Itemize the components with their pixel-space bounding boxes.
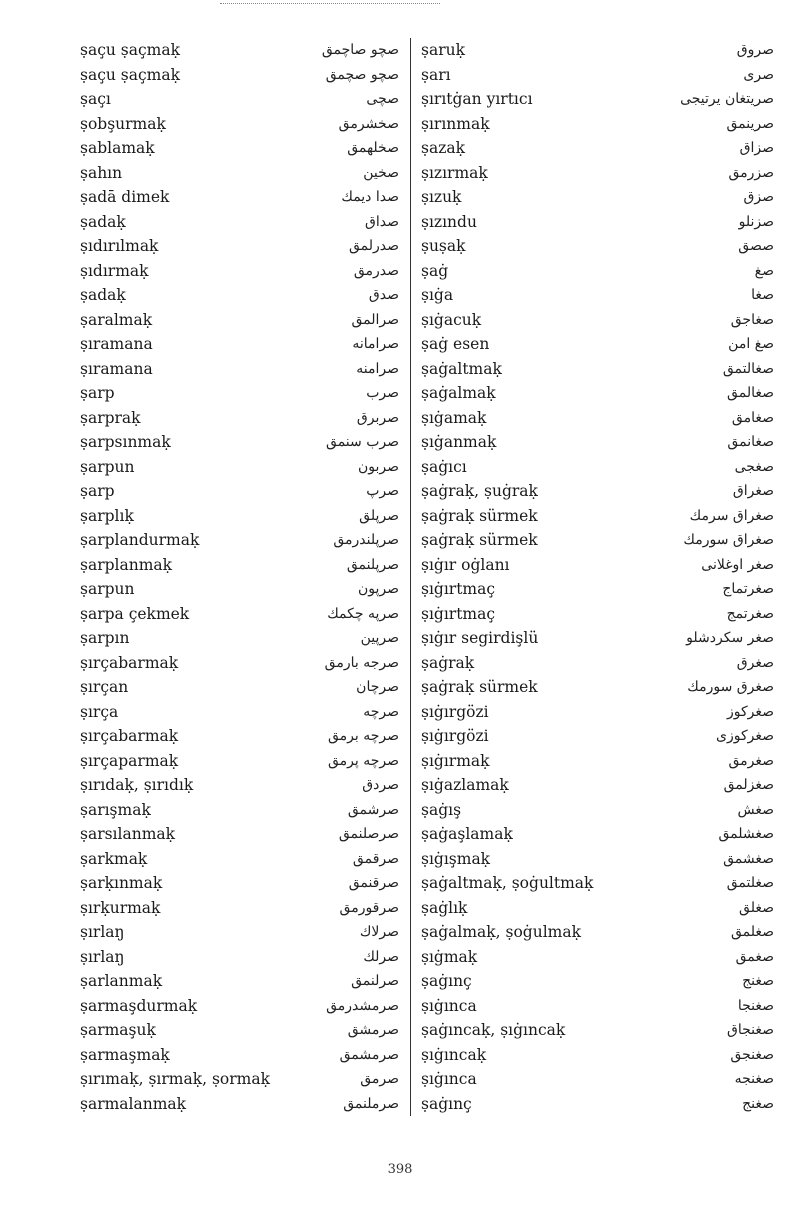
latin-headword: ṣarplandurmaḳ <box>80 531 200 549</box>
latin-headword: ṣablamaḳ <box>80 139 155 157</box>
dictionary-entry <box>80 455 405 480</box>
arabic-script-form: صغرمق <box>728 752 774 769</box>
latin-headword: ṣarp <box>80 482 115 500</box>
top-edge-rule <box>220 3 440 4</box>
arabic-script-form: صرشمق <box>347 801 399 818</box>
arabic-script-form: صرامانه <box>352 336 399 352</box>
latin-headword: ṣarpın <box>80 629 130 647</box>
latin-headword: ṣuṣaḳ <box>421 237 466 255</box>
dictionary-entry <box>80 161 405 186</box>
dictionary-entry <box>80 553 405 578</box>
dictionary-entry <box>421 528 780 553</box>
left-column <box>80 38 405 1116</box>
dictionary-entry <box>421 63 780 88</box>
latin-headword: ṣaġ esen <box>421 335 490 353</box>
latin-headword: ṣarkmaḳ <box>80 849 148 868</box>
latin-headword: ṣırıtġan yırtıcı <box>421 90 533 108</box>
arabic-script-form: صخشرمق <box>338 115 399 132</box>
latin-headword: ṣırḳurmaḳ <box>80 898 161 917</box>
arabic-script-form: صرامنه <box>356 360 399 377</box>
dictionary-entry <box>421 871 780 896</box>
dictionary-entry <box>421 406 780 431</box>
latin-headword: ṣarpsınmaḳ <box>80 433 171 451</box>
dictionary-entry <box>421 749 780 774</box>
arabic-script-form: صغرتمج <box>726 605 774 622</box>
arabic-script-form: صرپين <box>360 630 399 646</box>
arabic-script-form: صدرلمق <box>348 238 399 254</box>
latin-headword: ṣarpun <box>80 457 135 476</box>
dictionary-entry <box>80 283 405 308</box>
latin-headword: ṣıġınca <box>421 1070 477 1088</box>
dictionary-entry <box>80 602 405 627</box>
dictionary-entry <box>80 185 405 210</box>
latin-headword: ṣıġmaḳ <box>421 947 478 966</box>
latin-headword: ṣaġaşlamaḳ <box>421 825 513 843</box>
latin-headword: ṣaçu ṣaçmaḳ <box>80 65 180 84</box>
latin-headword: ṣıġırtmaç <box>421 604 496 623</box>
latin-headword: ṣıġırmaḳ <box>421 751 490 770</box>
dictionary-entry <box>421 455 780 480</box>
dictionary-entry <box>80 847 405 872</box>
latin-headword: ṣıġırgözi <box>421 727 489 745</box>
arabic-script-form: صغشمق <box>723 850 774 867</box>
dictionary-entry <box>80 577 405 602</box>
dictionary-entry <box>421 1018 780 1043</box>
arabic-script-form: صدا ديمك <box>341 189 399 205</box>
latin-headword: ṣaġış <box>421 800 462 819</box>
arabic-script-form: صرى <box>743 66 774 83</box>
latin-headword: ṣarp <box>80 384 115 402</box>
dictionary-entry <box>80 871 405 896</box>
dictionary-entry <box>80 210 405 235</box>
arabic-script-form: صدرمق <box>353 262 399 279</box>
latin-headword: ṣarışmaḳ <box>80 800 151 819</box>
dictionary-entry <box>421 602 780 627</box>
latin-headword: ṣadaḳ <box>80 212 126 231</box>
dictionary-entry <box>421 945 780 970</box>
arabic-script-form: صغمق <box>735 948 774 965</box>
latin-headword: ṣarmaşmaḳ <box>80 1045 170 1064</box>
dictionary-entry <box>421 896 780 921</box>
arabic-script-form: صرلك <box>363 948 399 965</box>
arabic-script-form: صرپون <box>357 581 399 597</box>
latin-headword: ṣaġaltmaḳ <box>421 359 502 378</box>
arabic-script-form: صغنج <box>742 973 774 989</box>
dictionary-entry <box>80 112 405 137</box>
dictionary-entry <box>421 357 780 382</box>
dictionary-entry <box>421 773 780 798</box>
arabic-script-form: صغلق <box>739 899 774 916</box>
dictionary-entry <box>80 896 405 921</box>
arabic-script-form: صرلاك <box>359 924 399 940</box>
arabic-script-form: صغش <box>737 801 774 818</box>
arabic-script-form: صغرق <box>736 654 774 671</box>
dictionary-entry <box>80 700 405 725</box>
arabic-script-form: صرقنمق <box>348 875 399 891</box>
latin-headword: ṣazaḳ <box>421 139 465 157</box>
arabic-script-form: صغنج <box>742 1095 774 1112</box>
dictionary-entry <box>80 798 405 823</box>
arabic-script-form: صغر سكردشلو <box>686 630 774 646</box>
latin-headword: ṣarpa çekmek <box>80 604 190 623</box>
dictionary-entry <box>421 381 780 406</box>
dictionary-entry <box>421 185 780 210</box>
arabic-script-form: صغاجق <box>730 311 774 328</box>
dictionary-entry <box>421 651 780 676</box>
arabic-script-form: صغجى <box>734 458 774 475</box>
latin-headword: ṣıramana <box>80 335 153 353</box>
dictionary-entry <box>421 112 780 137</box>
arabic-script-form: صغنجق <box>730 1046 774 1063</box>
column-divider <box>410 38 411 1116</box>
arabic-script-form: صرينمق <box>726 115 774 132</box>
dictionary-entry <box>80 357 405 382</box>
dictionary-entry <box>80 528 405 553</box>
arabic-script-form: صرچه برمق <box>327 728 399 744</box>
dictionary-entry <box>421 38 780 63</box>
latin-headword: ṣıġa <box>421 286 454 304</box>
latin-headword: ṣarmaşdurmaḳ <box>80 996 198 1015</box>
latin-headword: ṣarplıḳ <box>80 506 134 525</box>
arabic-script-form: صربرق <box>356 409 399 426</box>
dictionary-entry <box>80 822 405 847</box>
latin-headword: ṣaruḳ <box>421 41 465 59</box>
latin-headword: ṣaġlıḳ <box>421 898 468 917</box>
dictionary-entry <box>421 847 780 872</box>
dictionary-entry <box>80 1067 405 1092</box>
dictionary-entry <box>421 479 780 504</box>
dictionary-entry <box>421 577 780 602</box>
latin-headword: ṣarpun <box>80 580 135 598</box>
dictionary-entry <box>80 479 405 504</box>
dictionary-entry <box>421 430 780 455</box>
arabic-script-form: صزاق <box>739 140 774 156</box>
arabic-script-form: صزق <box>743 189 774 205</box>
arabic-script-form: صغلتمق <box>726 875 774 891</box>
arabic-script-form: صخين <box>363 164 399 181</box>
arabic-script-form: صزرمق <box>728 164 774 181</box>
arabic-script-form: صدق <box>368 287 399 303</box>
dictionary-entry <box>80 651 405 676</box>
arabic-script-form: صغنجاق <box>726 1022 774 1038</box>
latin-headword: ṣırçabarmaḳ <box>80 653 179 672</box>
arabic-script-form: صرمشمق <box>339 1046 399 1063</box>
latin-headword: ṣaġraḳ sürmek <box>421 506 538 525</box>
arabic-script-form: صرقورمق <box>339 899 399 916</box>
latin-headword: ṣırlaŋ <box>80 923 125 941</box>
dictionary-entry <box>80 1092 405 1117</box>
dictionary-entry <box>421 504 780 529</box>
latin-headword: ṣarlanmaḳ <box>80 972 163 990</box>
latin-headword: ṣadā dimek <box>80 188 170 206</box>
latin-headword: ṣıġırtmaç <box>421 580 496 598</box>
latin-headword: ṣaralmaḳ <box>80 310 153 329</box>
dictionary-entry <box>421 283 780 308</box>
dictionary-entry <box>80 626 405 651</box>
latin-headword: ṣırçan <box>80 678 129 696</box>
page-number: 398 <box>387 1162 413 1177</box>
arabic-script-form: صغ امن <box>728 336 774 352</box>
latin-headword: ṣırlaŋ <box>80 947 125 966</box>
latin-headword: ṣaġalmaḳ, ṣoġulmaḳ <box>421 923 581 941</box>
dictionary-entry <box>80 749 405 774</box>
latin-headword: ṣaġraḳ, ṣuġraḳ <box>421 482 538 500</box>
latin-headword: ṣıġır oġlanı <box>421 555 510 574</box>
arabic-script-form: صغالتمق <box>722 360 774 377</box>
latin-headword: ṣarı <box>421 65 451 84</box>
latin-headword: ṣıdırmaḳ <box>80 261 149 280</box>
arabic-script-form: صرچه <box>363 703 399 720</box>
dictionary-entry <box>421 210 780 235</box>
arabic-script-form: صغراق سرمك <box>689 507 774 524</box>
dictionary-entry <box>80 504 405 529</box>
dictionary-entry <box>421 553 780 578</box>
dictionary-entry <box>421 332 780 357</box>
dictionary-entry <box>80 332 405 357</box>
dictionary-entry <box>421 994 780 1019</box>
latin-headword: ṣahın <box>80 163 123 182</box>
arabic-script-form: صغر اوغلانى <box>701 556 774 573</box>
latin-headword: ṣarmalanmaḳ <box>80 1094 187 1113</box>
dictionary-entry <box>80 381 405 406</box>
latin-headword: ṣıġınca <box>421 996 477 1015</box>
arabic-script-form: صريتغان يرتيجى <box>680 91 774 107</box>
arabic-script-form: صغنجه <box>734 1071 774 1087</box>
arabic-script-form: صداق <box>365 213 399 230</box>
arabic-script-form: صغركوزى <box>716 728 774 744</box>
arabic-script-form: صغشلمق <box>718 826 774 842</box>
latin-headword: ṣırımaḳ, ṣırmaḳ, ṣormaḳ <box>80 1070 270 1088</box>
arabic-script-form: صغركوز <box>726 703 774 720</box>
arabic-script-form: صرمشدرمق <box>326 997 399 1014</box>
arabic-script-form: صغا <box>751 287 774 303</box>
arabic-script-form: صغانمق <box>727 434 774 450</box>
arabic-script-form: صچو صچمق <box>325 66 399 83</box>
dictionary-entry <box>421 700 780 725</box>
dictionary-entry <box>80 1043 405 1068</box>
latin-headword: ṣaçu ṣaçmaḳ <box>80 41 180 59</box>
latin-headword: ṣıġıncaḳ <box>421 1045 487 1064</box>
dictionary-entry <box>421 1043 780 1068</box>
dictionary-entry <box>80 87 405 112</box>
arabic-script-form: صرپلنمق <box>346 556 399 573</box>
arabic-script-form: صغ <box>754 262 774 279</box>
latin-headword: ṣıġacuḳ <box>421 310 482 329</box>
arabic-script-form: صغرتماج <box>722 581 774 597</box>
latin-headword: ṣaġıcı <box>421 457 467 476</box>
latin-headword: ṣaġ <box>421 261 449 280</box>
latin-headword: ṣaġıncaḳ, ṣıġıncaḳ <box>421 1021 566 1039</box>
dictionary-entry <box>421 87 780 112</box>
arabic-script-form: صرصلنمق <box>338 826 399 842</box>
arabic-script-form: صرچان <box>356 679 399 695</box>
arabic-script-form: صربون <box>357 458 399 475</box>
dictionary-entry <box>80 234 405 259</box>
latin-headword: ṣızuḳ <box>421 188 462 206</box>
latin-headword: ṣıdırılmaḳ <box>80 237 159 255</box>
dictionary-entry <box>80 1018 405 1043</box>
arabic-script-form: صرچه پرمق <box>327 752 399 769</box>
latin-headword: ṣıġırgözi <box>421 702 489 721</box>
dictionary-entry <box>421 798 780 823</box>
arabic-script-form: صرجه بارمق <box>324 654 399 671</box>
arabic-script-form: صغزلمق <box>723 777 774 793</box>
arabic-script-form: صرمشق <box>347 1022 399 1038</box>
dictionary-entry <box>80 773 405 798</box>
dictionary-entry <box>80 994 405 1019</box>
dictionary-entry <box>421 308 780 333</box>
arabic-script-form: صرب <box>366 385 399 401</box>
dictionary-entry <box>80 675 405 700</box>
latin-headword: ṣaġalmaḳ <box>421 384 496 402</box>
dictionary-entry <box>80 406 405 431</box>
latin-headword: ṣırınmaḳ <box>421 114 490 133</box>
right-column <box>421 38 780 1116</box>
arabic-script-form: صصق <box>738 238 774 254</box>
dictionary-entry <box>80 308 405 333</box>
dictionary-entry <box>80 945 405 970</box>
arabic-script-form: صغراق <box>732 483 774 499</box>
dictionary-entry <box>80 430 405 455</box>
latin-headword: ṣaġaltmaḳ, ṣoġultmaḳ <box>421 874 594 892</box>
arabic-script-form: صغنجا <box>737 997 774 1014</box>
dictionary-entry <box>421 161 780 186</box>
latin-headword: ṣıġanmaḳ <box>421 433 497 451</box>
dictionary-entry <box>421 724 780 749</box>
arabic-script-form: صرپلندرمق <box>333 532 399 548</box>
latin-headword: ṣaġınç <box>421 972 472 990</box>
arabic-script-form: صرپ <box>366 483 399 499</box>
latin-headword: ṣarpraḳ <box>80 408 141 427</box>
latin-headword: ṣızırmaḳ <box>421 163 488 182</box>
arabic-script-form: صغالمق <box>727 385 774 401</box>
arabic-script-form: صخلهمق <box>347 140 399 156</box>
dictionary-entry <box>80 724 405 749</box>
dictionary-entry <box>80 136 405 161</box>
dictionary-entry <box>421 822 780 847</box>
latin-headword: ṣıġamaḳ <box>421 408 487 427</box>
arabic-script-form: صردق <box>362 777 399 793</box>
dictionary-entry <box>421 920 780 945</box>
latin-headword: ṣobşurmaḳ <box>80 114 166 133</box>
dictionary-entry <box>80 969 405 994</box>
latin-headword: ṣarsılanmaḳ <box>80 825 176 843</box>
dictionary-entry <box>421 1067 780 1092</box>
latin-headword: ṣadaḳ <box>80 286 126 304</box>
latin-headword: ṣaġraḳ sürmek <box>421 678 538 696</box>
latin-headword: ṣıramana <box>80 359 153 378</box>
arabic-script-form: صرملنمق <box>343 1095 399 1112</box>
dictionary-entry <box>421 136 780 161</box>
arabic-script-form: صچى <box>366 91 399 107</box>
dictionary-entry <box>421 626 780 651</box>
latin-headword: ṣızındu <box>421 212 477 231</box>
dictionary-entry <box>80 920 405 945</box>
arabic-script-form: صغرق سورمك <box>687 679 774 695</box>
latin-headword: ṣaġraḳ sürmek <box>421 531 538 549</box>
dictionary-entry <box>421 259 780 284</box>
dictionary-entry <box>421 675 780 700</box>
latin-headword: ṣaġraḳ <box>421 653 475 672</box>
arabic-script-form: صرقمق <box>352 850 399 867</box>
arabic-script-form: صچو صاچمق <box>321 42 399 58</box>
latin-headword: ṣırçabarmaḳ <box>80 727 179 745</box>
arabic-script-form: صرمق <box>360 1071 399 1087</box>
arabic-script-form: صرالمق <box>351 311 399 328</box>
latin-headword: ṣaçı <box>80 90 111 108</box>
latin-headword: ṣırça <box>80 702 119 721</box>
latin-headword: ṣarḳınmaḳ <box>80 874 163 892</box>
arabic-script-form: صرپلق <box>359 507 399 524</box>
dictionary-entry <box>421 1092 780 1117</box>
latin-headword: ṣıġır segirdişlü <box>421 629 539 647</box>
dictionary-entry <box>80 63 405 88</box>
arabic-script-form: صغلمق <box>730 924 774 940</box>
dictionary-entry <box>421 969 780 994</box>
arabic-script-form: صزنلو <box>738 213 774 230</box>
latin-headword: ṣırıdaḳ, ṣırıdıḳ <box>80 776 194 794</box>
latin-headword: ṣıġazlamaḳ <box>421 776 509 794</box>
dictionary-entry <box>80 259 405 284</box>
latin-headword: ṣarplanmaḳ <box>80 555 173 574</box>
latin-headword: ṣıġışmaḳ <box>421 849 491 868</box>
latin-headword: ṣaġınç <box>421 1094 472 1113</box>
arabic-script-form: صغامق <box>731 409 774 426</box>
arabic-script-form: صرپه چكمك <box>327 605 399 622</box>
dictionary-entry <box>80 38 405 63</box>
arabic-script-form: صرلنمق <box>351 973 399 989</box>
arabic-script-form: صروق <box>736 42 774 58</box>
dictionary-entry <box>421 234 780 259</box>
arabic-script-form: صرب سنمق <box>326 434 399 450</box>
latin-headword: ṣarmaşuḳ <box>80 1021 156 1039</box>
arabic-script-form: صغراق سورمك <box>683 532 774 548</box>
latin-headword: ṣırçaparmaḳ <box>80 751 179 770</box>
